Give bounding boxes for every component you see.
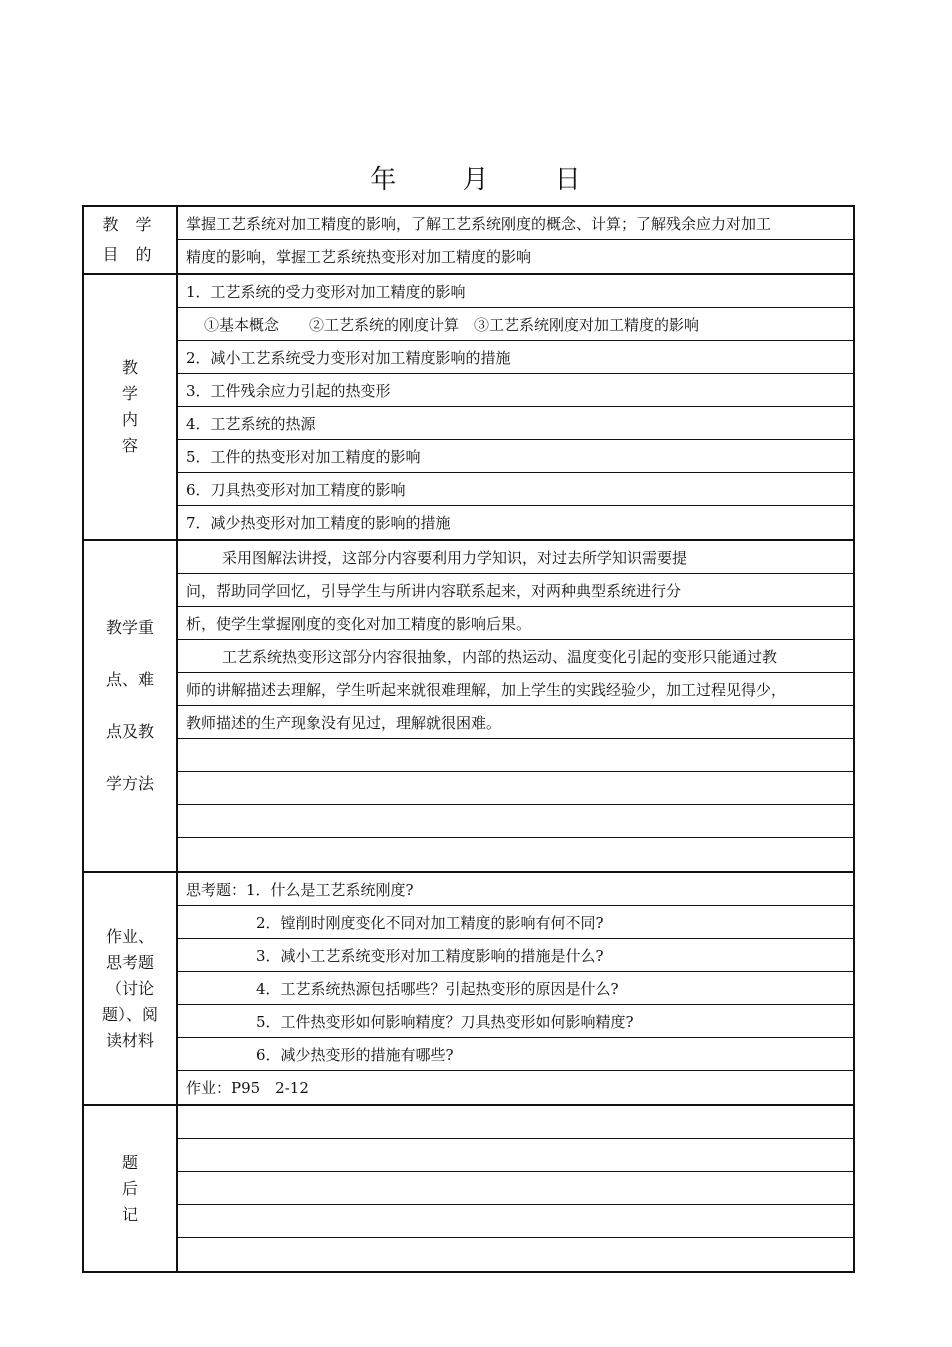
table-row: 6．减少热变形的措施有哪些? xyxy=(178,1038,853,1071)
section-teaching-content xyxy=(84,275,853,541)
section-rows xyxy=(178,873,853,1104)
month-label: 月 xyxy=(462,165,490,195)
section-rows xyxy=(178,275,853,539)
table-row: 教师描述的生产现象没有见过，理解就很困难。 xyxy=(178,706,853,739)
label-line: 容 xyxy=(121,436,138,455)
label-line: 学方法 xyxy=(105,774,154,793)
table-row: 析，使学生掌握刚度的变化对加工精度的影响后果。 xyxy=(178,607,853,640)
date-heading xyxy=(0,162,952,198)
table-row: 2．镗削时刚度变化不同对加工精度的影响有何不同? xyxy=(178,906,853,939)
table-row: 6．刀具热变形对加工精度的影响 xyxy=(178,473,853,506)
lesson-plan-table xyxy=(82,205,855,1273)
table-row: ①基本概念 ②工艺系统的刚度计算 ③工艺系统刚度对加工精度的影响 xyxy=(178,308,853,341)
table-row xyxy=(178,805,853,838)
section-rows xyxy=(178,541,853,871)
label-line: 点及教 xyxy=(105,722,154,741)
label-line: 作业、 xyxy=(105,926,154,946)
table-row xyxy=(178,772,853,805)
day-label: 日 xyxy=(554,165,582,195)
label-line: 目 的 xyxy=(102,245,158,264)
table-row: 3．工件残余应力引起的热变形 xyxy=(178,374,853,407)
table-row: 4．工艺系统热源包括哪些？引起热变形的原因是什么? xyxy=(178,972,853,1005)
table-row: 精度的影响，掌握工艺系统热变形对加工精度的影响 xyxy=(186,248,532,266)
table-row: 4．工艺系统的热源 xyxy=(178,407,853,440)
table-row: 5．工件的热变形对加工精度的影响 xyxy=(178,440,853,473)
label-line: 教 xyxy=(121,358,138,377)
label-line: 学 xyxy=(121,384,138,403)
label-line: 读材料 xyxy=(105,1030,154,1050)
label-line: 思考题 xyxy=(105,952,154,972)
table-row: 思考题：1．什么是工艺系统刚度? xyxy=(178,873,853,906)
table-row: 2．减小工艺系统受力变形对加工精度影响的措施 xyxy=(178,341,853,374)
table-row xyxy=(178,1106,853,1139)
year-label: 年 xyxy=(370,165,398,195)
section-label xyxy=(84,207,178,273)
section-teaching-method xyxy=(84,541,853,873)
table-row: 采用图解法讲授，这部分内容要利用力学知识，对过去所学知识需要提 xyxy=(178,541,853,574)
section-label xyxy=(84,873,178,1104)
table-row: 作业：P95 2-12 xyxy=(186,1079,309,1097)
section-label xyxy=(84,541,178,871)
table-row xyxy=(178,1205,853,1238)
table-row: 问，帮助同学回忆，引导学生与所讲内容联系起来，对两种典型系统进行分 xyxy=(178,574,853,607)
label-line: 记 xyxy=(121,1204,138,1224)
label-line: 题）、阅 xyxy=(101,1004,158,1024)
section-rows xyxy=(178,207,853,273)
section-rows xyxy=(178,1106,853,1271)
table-row: 工艺系统热变形这部分内容很抽象，内部的热运动、温度变化引起的变形只能通过教 xyxy=(178,640,853,673)
table-row: 掌握工艺系统对加工精度的影响，了解工艺系统刚度的概念、计算；了解残余应力对加工 xyxy=(178,207,853,240)
table-row xyxy=(178,838,853,871)
label-line: 教学重 xyxy=(105,618,154,637)
section-postscript xyxy=(84,1106,853,1271)
table-row xyxy=(178,1172,853,1205)
label-line: 教 学 xyxy=(102,215,158,234)
section-teaching-goal xyxy=(84,207,853,275)
table-row: 3．减小工艺系统变形对加工精度影响的措施是什么? xyxy=(178,939,853,972)
table-row xyxy=(178,1238,853,1271)
label-line: 点、难 xyxy=(105,670,154,689)
table-row: 5．工件热变形如何影响精度？刀具热变形如何影响精度? xyxy=(178,1005,853,1038)
table-row: 师的讲解描述去理解，学生听起来就很难理解，加上学生的实践经验少，加工过程见得少， xyxy=(178,673,853,706)
section-label xyxy=(84,1106,178,1271)
table-row xyxy=(178,739,853,772)
section-label xyxy=(84,275,178,539)
label-line: 后 xyxy=(121,1178,138,1198)
label-line: 内 xyxy=(121,410,138,429)
label-line: （讨论 xyxy=(105,978,154,998)
section-homework xyxy=(84,873,853,1106)
table-row xyxy=(178,1139,853,1172)
label-line: 题 xyxy=(121,1152,138,1172)
table-row: 1．工艺系统的受力变形对加工精度的影响 xyxy=(178,275,853,308)
table-row: 7．减少热变形对加工精度的影响的措施 xyxy=(186,514,451,532)
